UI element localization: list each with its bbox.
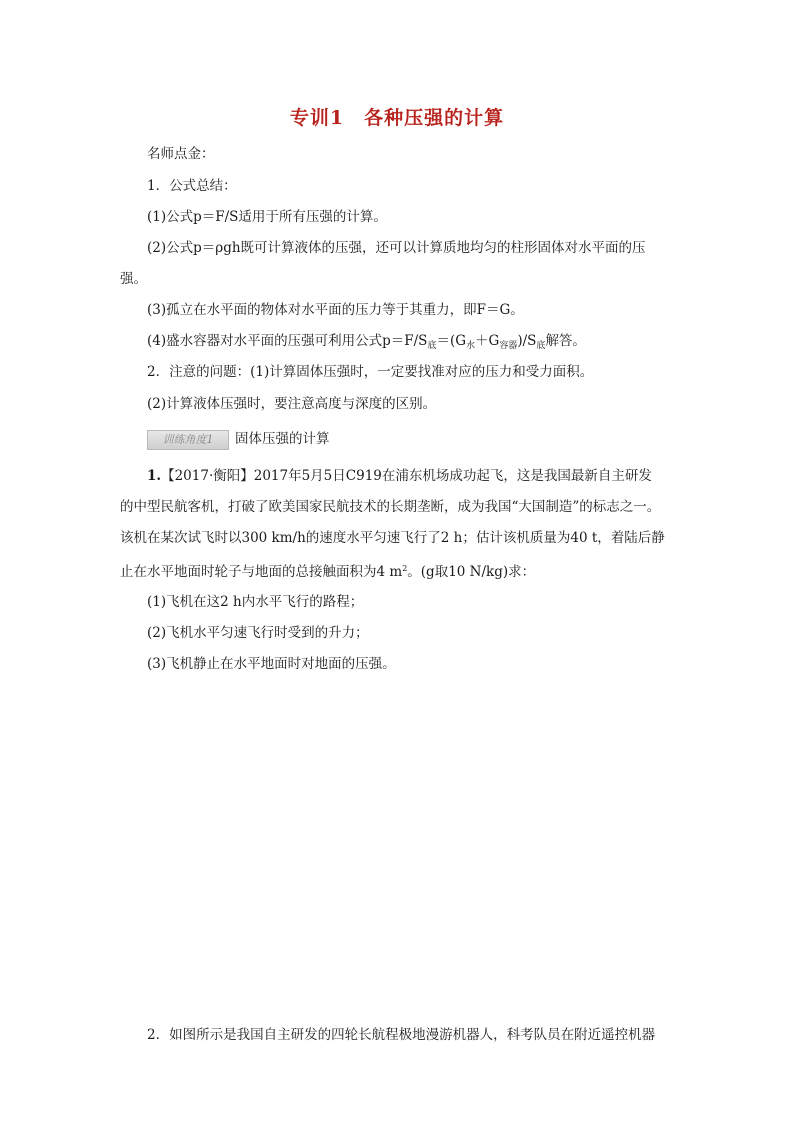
formula-2-continued: 强。 bbox=[120, 271, 147, 287]
subscript-water: 水 bbox=[466, 341, 476, 351]
training-angle bbox=[147, 428, 707, 450]
question-1-number: 1. bbox=[147, 468, 162, 484]
formula-4-text: (4)盛水容器对水平面的压强可利用公式p＝F/S bbox=[147, 333, 428, 349]
page-title: 专训1 各种压强的计算 bbox=[289, 107, 505, 129]
question-2-line-1: 2．如图所示是我国自主研发的四轮长航程极地漫游机器人，科考队员在附近遥控机器 bbox=[147, 1027, 656, 1043]
training-angle-badge: 训练角度1 bbox=[147, 430, 229, 450]
formula-2: (2)公式p＝ρgh既可计算液体的压强，还可以计算质地均匀的柱形固体对水平面的压 bbox=[147, 240, 646, 256]
question-1-line-3: 该机在某次试飞时以300 km/h的速度水平匀速飞行了2 h；估计该机质量为40 t，着陆后静 bbox=[120, 530, 665, 546]
superscript-2: 2 bbox=[402, 564, 408, 573]
formula-4 bbox=[147, 330, 707, 357]
question-1-text: 【2017·衡阳】2017年5月5日C919在浦东机场成功起飞，这是我国最新自主研发 bbox=[161, 468, 652, 484]
formula-4-text: ＝(G bbox=[436, 333, 467, 349]
question-1-text: 止在水平地面时轮子与地面的总接触面积为4 m bbox=[120, 564, 403, 580]
formula-3: (3)孤立在水平面的物体对水平面的压力等于其重力，即F＝G。 bbox=[147, 302, 524, 318]
training-angle-label: 固体压强的计算 bbox=[235, 431, 330, 447]
subscript-container: 容器 bbox=[499, 341, 518, 351]
note-2: (2)计算液体压强时，要注意高度与深度的区别。 bbox=[147, 396, 437, 412]
question-1-text: 。(g取10 N/kg)求： bbox=[407, 564, 536, 580]
formula-4-text: )/S bbox=[517, 333, 537, 349]
subscript-bottom: 底 bbox=[536, 341, 546, 351]
question-1-part-1: (1)飞机在这2 h内水平飞行的路程； bbox=[147, 594, 364, 610]
formula-1: (1)公式p＝F/S适用于所有压强的计算。 bbox=[147, 209, 387, 225]
section-formula-summary: 1．公式总结： bbox=[147, 178, 237, 194]
tips-heading: 名师点金： bbox=[147, 146, 215, 162]
question-1-line-2: 的中型民航客机，打破了欧美国家民航技术的长期垄断，成为我国“大国制造”的标志之一。 bbox=[120, 499, 661, 515]
question-1-part-3: (3)飞机静止在水平地面时对地面的压强。 bbox=[147, 656, 396, 672]
section-notes: 2．注意的问题：(1)计算固体压强时，一定要找准对应的压力和受力面积。 bbox=[147, 364, 594, 380]
subscript-bottom: 底 bbox=[427, 341, 437, 351]
question-1-line-1 bbox=[147, 465, 707, 487]
formula-4-text: ＋G bbox=[475, 333, 500, 349]
formula-4-text: 解答。 bbox=[545, 333, 586, 349]
question-1-line-4 bbox=[120, 558, 680, 583]
question-1-part-2: (2)飞机水平匀速飞行时受到的升力； bbox=[147, 625, 369, 641]
